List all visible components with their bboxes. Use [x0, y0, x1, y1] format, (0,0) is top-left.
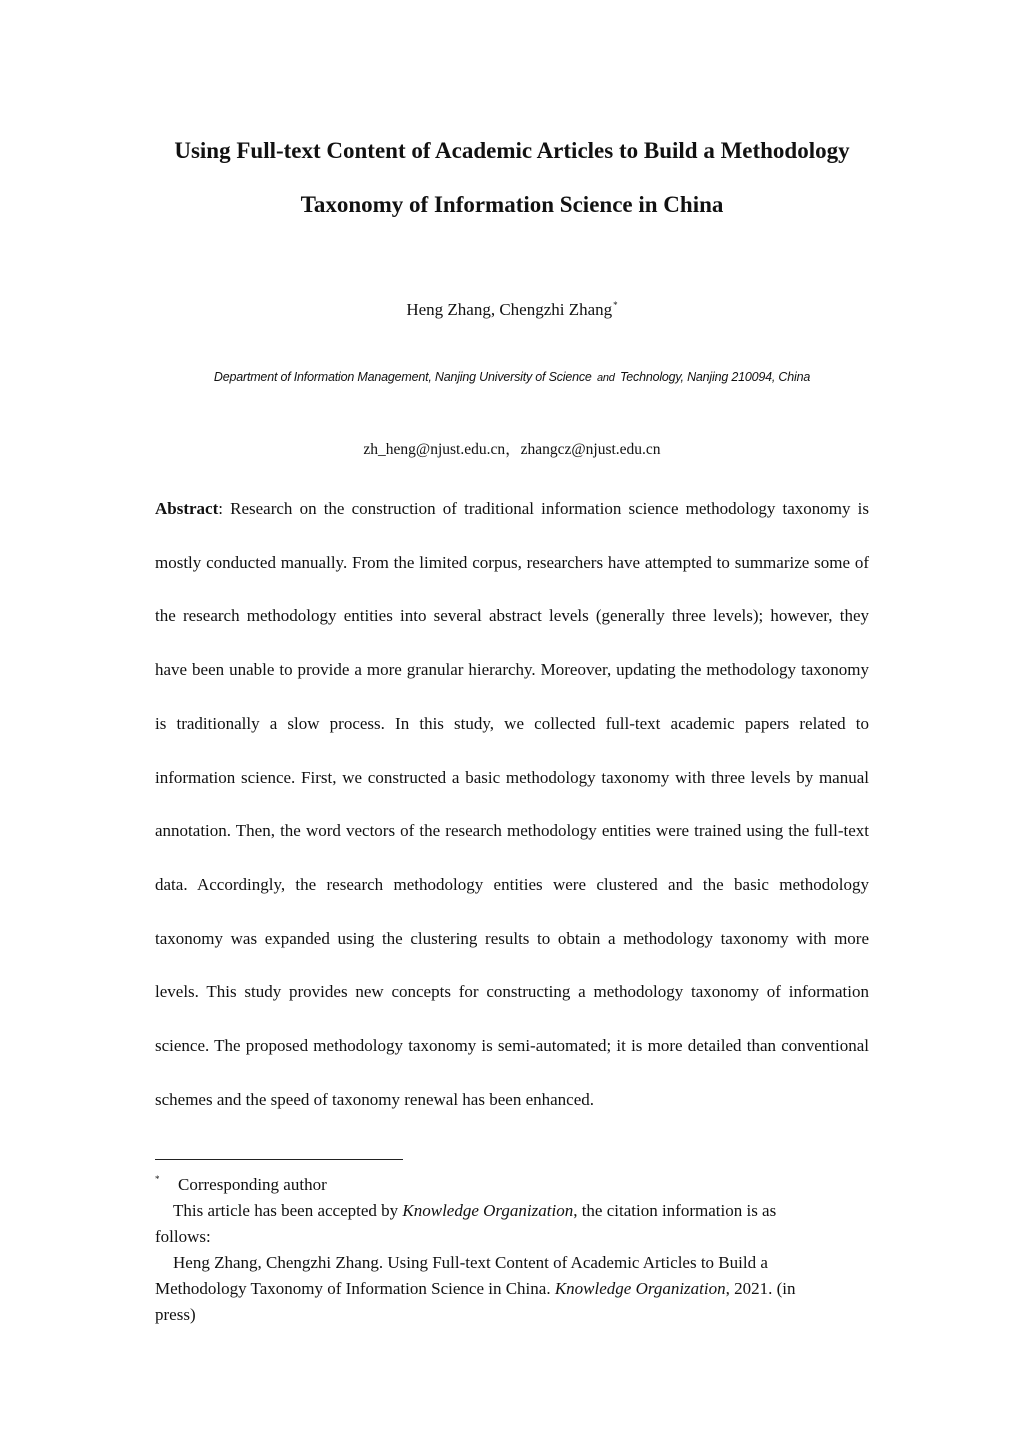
footnote-acceptance-post: , the citation information is as follows:: [155, 1201, 777, 1246]
footnote-corresponding: [155, 1166, 835, 1198]
author-list: [0, 300, 1024, 320]
footnote-citation-post: , 2021. (in press): [155, 1279, 796, 1324]
affiliation-part-1: Department of Information Management, Nanjing University of Science: [213, 370, 592, 384]
footnote-citation-pre: Heng Zhang, Chengzhi Zhang. Using Full-text Content of Academic Articles to Build a Methodology Taxonomy of Information Science in China.: [155, 1253, 768, 1298]
footnote-acceptance: [155, 1198, 835, 1250]
author-names: Heng Zhang, Chengzhi Zhang: [406, 300, 613, 319]
paper-title-line-2: Taxonomy of Information Science in China: [300, 192, 724, 217]
affiliation-and: and: [596, 372, 615, 384]
abstract-label: Abstract: [155, 499, 219, 518]
footnote-journal-name: Knowledge Organization: [402, 1201, 574, 1220]
abstract-text: : Research on the construction of traditional information science methodology taxonomy is mostly conducted manually. From the limited corpus, researchers have attempted to summarize some of the research methodology entities into several abstract levels (generally three levels); however, they have been unable to provide a more granular hierarchy. Moreover, updating the methodology taxonomy is traditionally a slow process. In this study, we collected full-text academic papers related to information science. First, we constructed a basic methodology taxonomy with three levels by manual annotation. Then, the word vectors of the research methodology entities were trained using the full-text data. Accordingly, the research methodology entities were clustered and the basic methodology taxonomy was expanded using the clustering results to obtain a methodology taxonomy with more levels. This study provides new concepts for constructing a methodology taxonomy of information science. The proposed methodology taxonomy is semi-automated; it is more detailed than conventional schemes and the speed of taxonomy renewal has been enhanced.: [155, 499, 869, 1109]
affiliation-part-2: Technology, Nanjing 210094, China: [620, 370, 811, 384]
footnote-divider: [155, 1159, 403, 1160]
footnote-citation-journal: Knowledge Organization: [554, 1279, 726, 1298]
footnote-acceptance-pre: This article has been accepted by: [173, 1201, 403, 1220]
footnote-corresponding-text: Corresponding author: [178, 1175, 327, 1194]
paper-title-line-1: Using Full-text Content of Academic Articles to Build a Methodology: [174, 138, 850, 163]
corresponding-author-mark: *: [613, 300, 618, 310]
footnotes: [155, 1166, 835, 1328]
footnote-star: *: [155, 1174, 160, 1184]
author-emails: zh_heng@njust.edu.cn，zhangcz@njust.edu.cn: [363, 441, 661, 458]
affiliation: [0, 370, 1024, 384]
abstract: [155, 482, 869, 1126]
footnote-citation: [155, 1250, 835, 1328]
